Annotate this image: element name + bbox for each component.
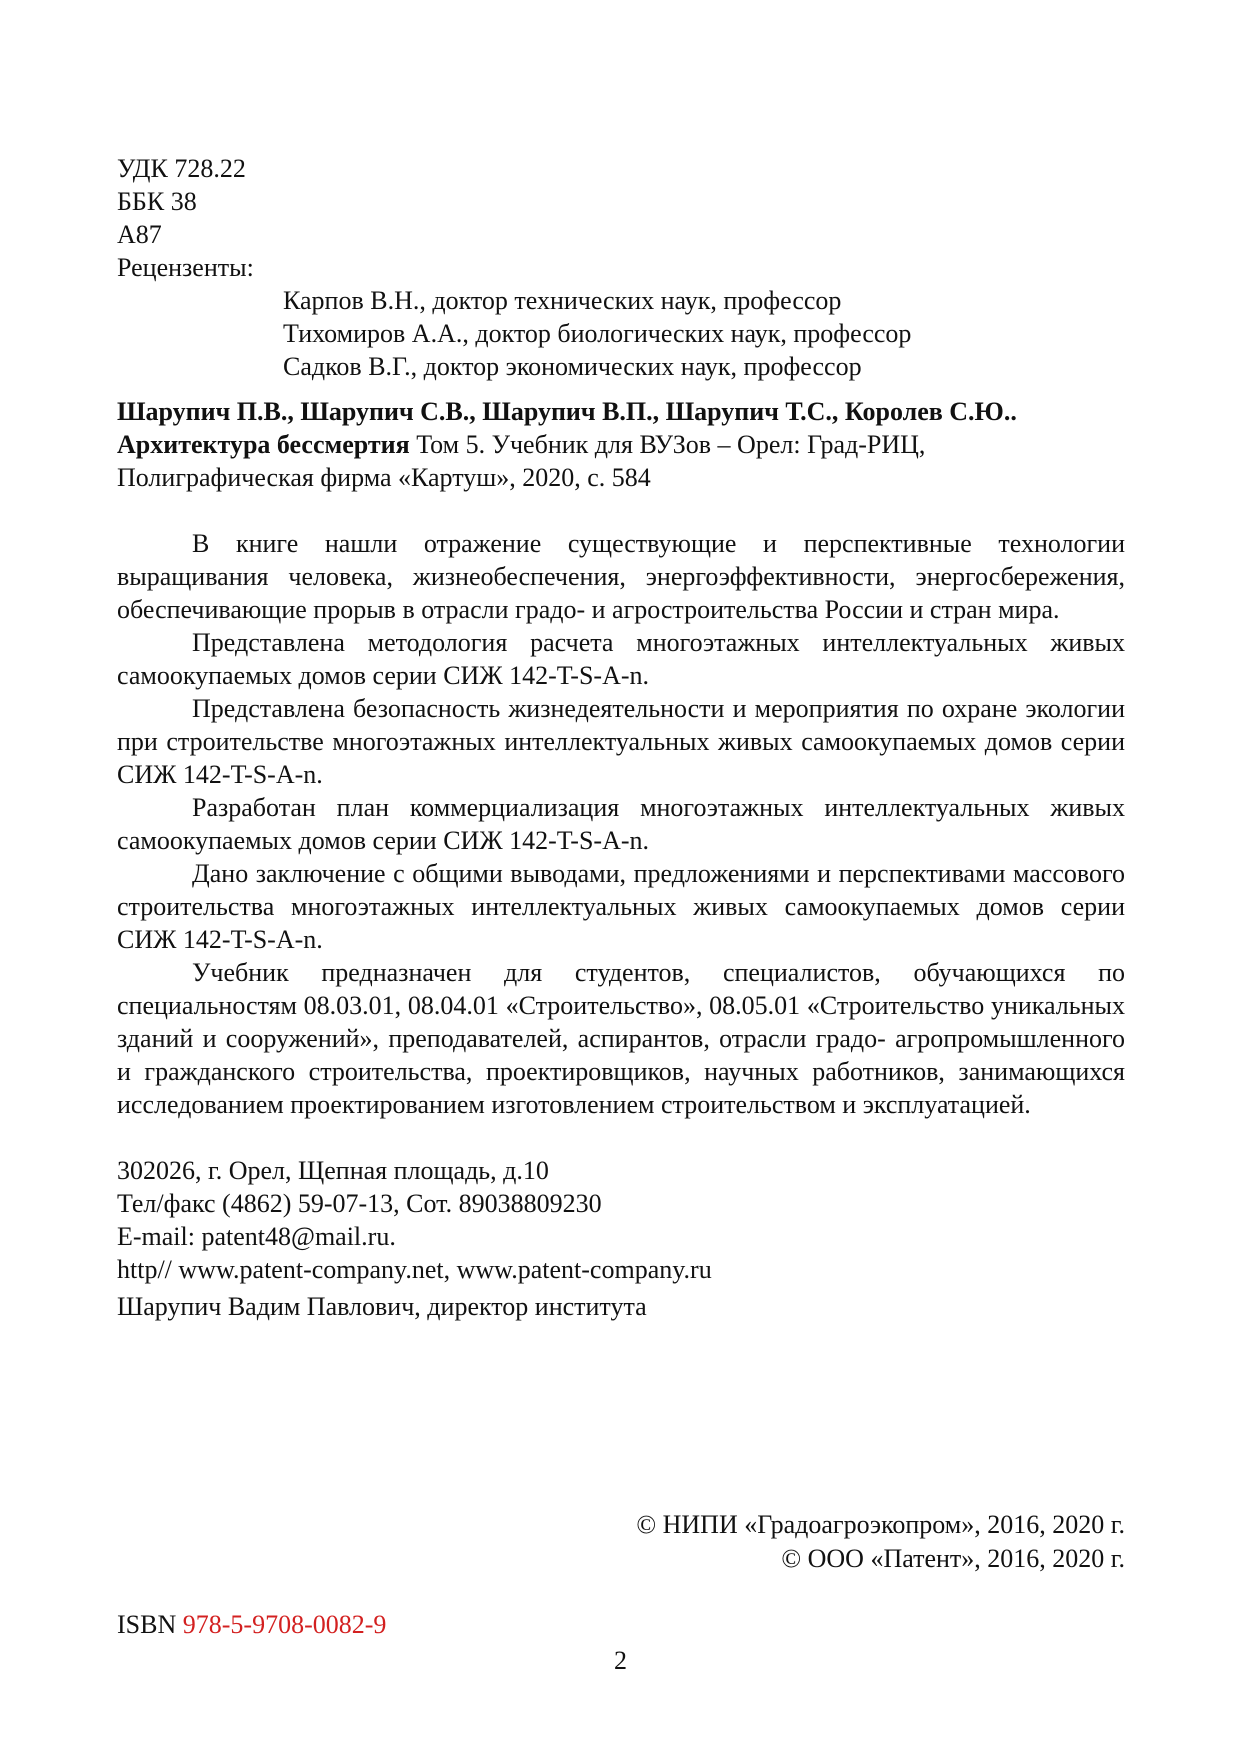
director: Шарупич Вадим Павлович, директор института bbox=[117, 1292, 647, 1321]
website: http// www.patent-company.net, www.patent-company.ru bbox=[117, 1255, 712, 1284]
isbn-number: 978-5-9708-0082-9 bbox=[182, 1610, 387, 1639]
abstract-paragraph: Дано заключение с общими выводами, предложениями и перспективами массового строительства многоэтажных интеллектуальных живых самоокупаемых домов серии СИЖ 142-T-S-A-n. bbox=[117, 859, 1125, 954]
bbk-code: ББК 38 bbox=[117, 187, 197, 216]
phone: Тел/факс (4862) 59-07-13, Сот. 89038809230 bbox=[117, 1189, 602, 1218]
copyright-block bbox=[636, 1508, 1125, 1576]
reviewers-label: Рецензенты: bbox=[117, 253, 254, 282]
isbn bbox=[117, 1608, 386, 1641]
page-number: 2 bbox=[614, 1646, 627, 1675]
classification-block bbox=[117, 152, 1125, 284]
bibliographic-record bbox=[117, 395, 1125, 494]
reviewer-item: Тихомиров А.А., доктор биологических наук, профессор bbox=[283, 319, 912, 348]
authors: Шарупич П.В., Шарупич С.В., Шарупич В.П., Шарупич Т.С., Королев С.Ю.. bbox=[117, 397, 1017, 426]
copyright-line: © ООО «Патент», 2016, 2020 г. bbox=[781, 1544, 1125, 1573]
isbn-label: ISBN bbox=[117, 1610, 177, 1639]
reviewers-list bbox=[283, 284, 1125, 383]
abstract-paragraph: Представлена безопасность жизнедеятельности и мероприятия по охране экологии при строительстве многоэтажных интеллектуальных живых самоокупаемых домов серии СИЖ 142-T-S-A-n. bbox=[117, 694, 1125, 789]
abstract bbox=[117, 527, 1125, 1121]
copyright-line: © НИПИ «Градоагроэкопром», 2016, 2020 г. bbox=[636, 1510, 1125, 1539]
document-page bbox=[117, 152, 1125, 1323]
abstract-paragraph: Представлена методология расчета многоэтажных интеллектуальных живых самоокупаемых домов серии СИЖ 142-T-S-A-n. bbox=[117, 628, 1125, 690]
contacts-block bbox=[117, 1154, 1125, 1323]
author-mark: А87 bbox=[117, 220, 162, 249]
publication-details: Том 5. Учебник для ВУЗов – Орел: Град-РИЦ, Полиграфическая фирма «Картуш», 2020, с. 584 bbox=[117, 430, 926, 492]
reviewer-item: Карпов В.Н., доктор технических наук, профессор bbox=[283, 286, 842, 315]
address: 302026, г. Орел, Щепная площадь, д.10 bbox=[117, 1156, 549, 1185]
abstract-paragraph: В книге нашли отражение существующие и перспективные технологии выращивания человека, жизнеобеспечения, энергоэффективности, энергосбережения, обеспечивающие прорыв в отрасли градо- и агростроительства России и стран мира. bbox=[117, 529, 1125, 624]
abstract-paragraph: Учебник предназначен для студентов, специалистов, обучающихся по специальностям 08.03.01, 08.04.01 «Строительство», 08.05.01 «Строительство уникальных зданий и сооружений», преподавателей, аспирантов, отрасли градо- агропромышленного и гражданского строительства, проектировщиков, научных работников, занимающихся исследованием проектированием изготовлением строительством и эксплуатацией. bbox=[117, 958, 1125, 1119]
udk-code: УДК 728.22 bbox=[117, 154, 246, 183]
reviewer-item: Садков В.Г., доктор экономических наук, профессор bbox=[283, 352, 862, 381]
book-title: Архитектура бессмертия bbox=[117, 430, 410, 459]
abstract-paragraph: Разработан план коммерциализация многоэтажных интеллектуальных живых самоокупаемых домов серии СИЖ 142-T-S-A-n. bbox=[117, 793, 1125, 855]
email: E-mail: patent48@mail.ru. bbox=[117, 1222, 396, 1251]
